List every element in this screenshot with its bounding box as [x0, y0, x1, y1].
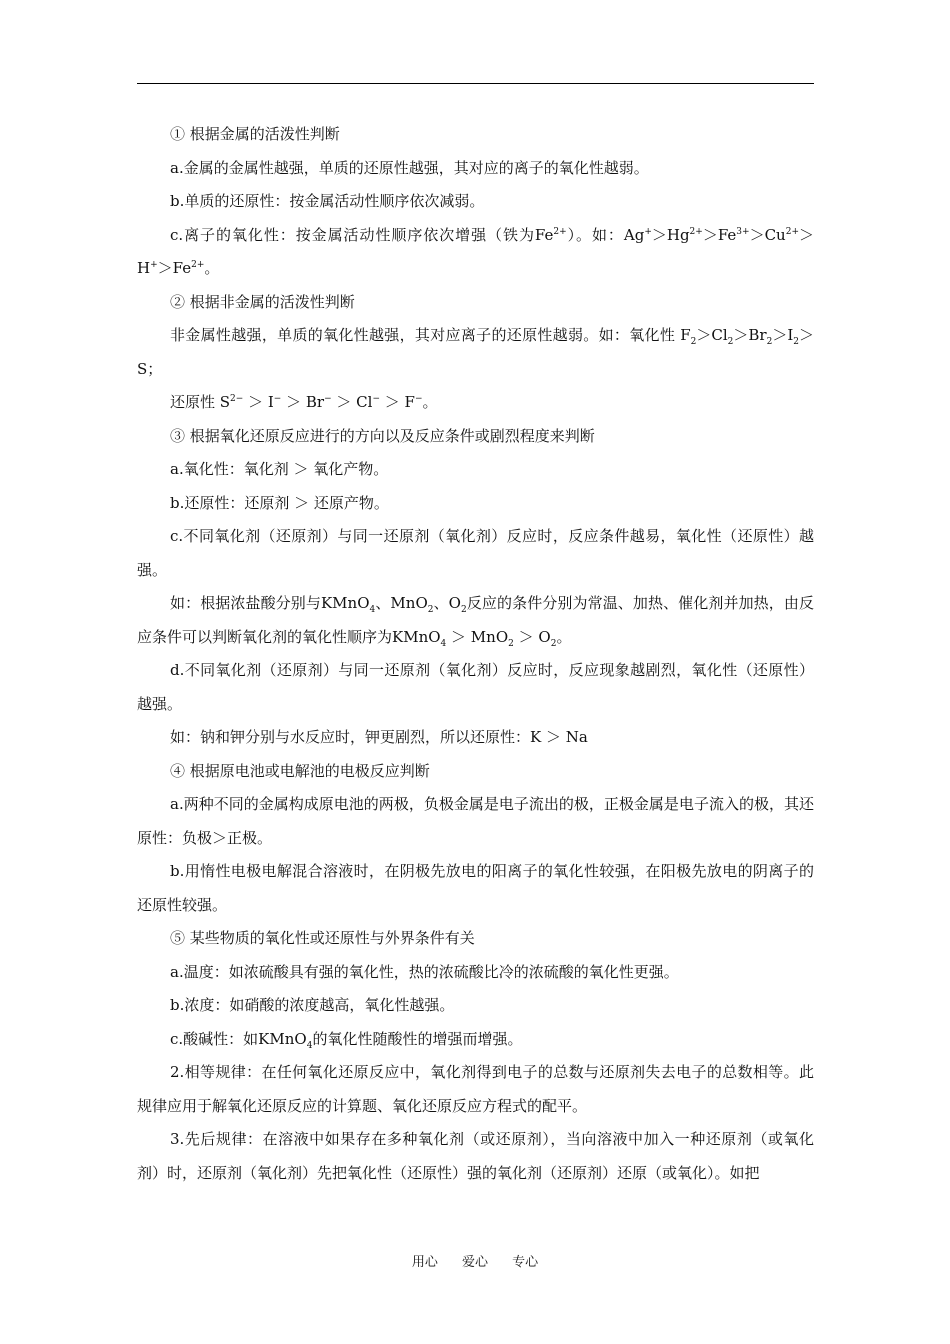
paragraph-p15 — [137, 755, 814, 789]
subscript: 2 — [727, 337, 734, 347]
subscript: 2 — [793, 337, 799, 347]
text-run: 。 — [422, 393, 438, 411]
subscript: 2 — [427, 605, 434, 615]
paragraph-p6 — [137, 319, 814, 386]
text-run: b.用惰性电极电解混合溶液时，在阴极先放电的阳离子的氧化性较强，在阳极先放电的阴离子的还原性较强。 — [137, 862, 814, 914]
paragraph-p4 — [137, 219, 814, 286]
paragraph-p5 — [137, 286, 814, 320]
subscript: 2 — [550, 638, 557, 649]
text-run: 反应的条件分别为常温、加热、催化剂并加热，由反应条件可以判断氧化剂的氧化性顺序为KMnO — [137, 594, 814, 646]
paragraph-p19 — [137, 956, 814, 990]
text-run: ② 根据非金属的活泼性判断 — [170, 292, 355, 311]
text-run: 2.相等规律：在任何氧化还原反应中，氧化剂得到电子的总数与还原剂失去电子的总数相等。此规律应用于解氧化还原反应的计算题、氧化还原反应方程式的配平。 — [137, 1063, 814, 1115]
text-run: d.不同氧化剂（还原剂）与同一还原剂（氧化剂）反应时，反应现象越剧烈，氧化性（还原性）越强。 — [137, 661, 814, 713]
superscript: − — [273, 394, 282, 404]
text-run: ＞S； — [137, 326, 814, 378]
text-run: 。 — [556, 627, 572, 646]
text-run: ＞Fe — [702, 225, 737, 244]
text-run: a.金属的金属性越强，单质的还原性越强，其对应的离子的氧化性越弱。 — [170, 158, 649, 177]
text-run: ＞Hg — [651, 225, 690, 244]
paragraph-p20 — [137, 989, 814, 1023]
paragraph-p1 — [137, 118, 814, 152]
subscript: 4 — [306, 1040, 313, 1051]
superscript: − — [324, 394, 332, 404]
paragraph-p2 — [137, 152, 814, 186]
paragraph-p17 — [137, 855, 814, 922]
footer-text-3: 专心 — [512, 1255, 539, 1270]
text-run: ＞Cl — [696, 326, 728, 344]
text-run: ＞Fe — [157, 259, 192, 277]
text-run: 、O — [433, 594, 461, 612]
subscript: 4 — [440, 638, 447, 649]
subscript: 4 — [369, 605, 376, 615]
text-run: ＞Br — [733, 326, 767, 344]
text-run: ＞ I — [243, 393, 274, 411]
paragraph-p10 — [137, 487, 814, 521]
superscript: 2− — [230, 394, 244, 404]
superscript: 2+ — [553, 226, 567, 237]
paragraph-p12 — [137, 587, 814, 654]
superscript: 2+ — [689, 226, 703, 237]
text-run: c.酸碱性：如KMnO — [170, 1029, 307, 1048]
text-run: a.氧化性：氧化剂 ＞ 氧化产物。 — [170, 460, 389, 478]
text-run: b.还原性：还原剂 ＞ 还原产物。 — [170, 493, 389, 512]
text-run: ③ 根据氧化还原反应进行的方向以及反应条件或剧烈程度来判断 — [170, 426, 595, 445]
superscript: + — [150, 260, 158, 270]
text-run: ＞ MnO — [446, 627, 509, 646]
paragraph-p8 — [137, 420, 814, 454]
subscript: 2 — [766, 337, 773, 347]
text-run: 的氧化性随酸性的增强而增强。 — [312, 1029, 523, 1048]
text-run: ＞Cu — [749, 225, 786, 244]
footer-text-1: 用心 — [411, 1255, 438, 1270]
text-run: ④ 根据原电池或电解池的电极反应判断 — [170, 761, 430, 780]
paragraph-p7 — [137, 386, 814, 420]
superscript: − — [372, 394, 380, 404]
paragraph-p14 — [137, 721, 814, 755]
text-run: ＞ O — [513, 627, 551, 646]
text-run: ＞I — [772, 326, 794, 344]
text-run: c.离子的氧化性：按金属活动性顺序依次增强（铁为Fe — [170, 225, 554, 244]
paragraph-p22 — [137, 1056, 814, 1123]
paragraph-p16 — [137, 788, 814, 855]
text-run: b.单质的还原性：按金属活动性顺序依次减弱。 — [170, 192, 485, 210]
text-run: 、MnO — [375, 594, 428, 612]
text-run: ⑤ 某些物质的氧化性或还原性与外界条件有关 — [170, 929, 475, 947]
text-run: ）。如：Ag — [566, 225, 645, 244]
paragraph-p13 — [137, 654, 814, 721]
header-rule — [137, 83, 814, 84]
text-run: ① 根据金属的活泼性判断 — [170, 125, 340, 143]
paragraph-p18 — [137, 922, 814, 956]
subscript: 2 — [460, 605, 467, 615]
paragraph-p3 — [137, 185, 814, 219]
paragraph-p9 — [137, 453, 814, 487]
text-run: 非金属性越强，单质的氧化性越强，其对应离子的还原性越弱。如：氧化性 F — [170, 326, 691, 344]
paragraph-p23 — [137, 1123, 814, 1190]
subscript: 2 — [508, 638, 514, 649]
text-run: 。 — [204, 259, 220, 277]
superscript: 2+ — [191, 260, 205, 270]
text-run: ＞H — [137, 225, 815, 277]
paragraph-p21 — [137, 1023, 814, 1057]
footer-text-2: 爱心 — [461, 1255, 488, 1270]
superscript: 3+ — [736, 226, 750, 237]
text-run: b.浓度：如硝酸的浓度越高，氧化性越强。 — [170, 996, 455, 1014]
text-run: a.两种不同的金属构成原电池的两极，负极金属是电子流出的极，正极金属是电子流入的极，其还原性：负极＞正极。 — [137, 795, 814, 847]
text-run: 3.先后规律：在溶液中如果存在多种氧化剂（或还原剂），当向溶液中加入一种还原剂（或氧化剂）时，还原剂（氧化剂）先把氧化性（还原性）强的氧化剂（还原剂）还原（或氧化）。如把 — [137, 1130, 814, 1182]
page-footer — [0, 1251, 950, 1270]
text-run: 如：钠和钾分别与水反应时，钾更剧烈，所以还原性：K ＞ Na — [170, 728, 588, 746]
text-run: ＞ Br — [281, 393, 325, 411]
superscript: − — [414, 394, 423, 404]
subscript: 2 — [690, 337, 697, 347]
text-run: ＞ Cl — [331, 393, 373, 411]
text-run: 还原性 S — [170, 393, 231, 411]
superscript: 2+ — [785, 226, 799, 237]
document-body — [137, 118, 814, 1190]
text-run: c.不同氧化剂（还原剂）与同一还原剂（氧化剂）反应时，反应条件越易，氧化性（还原性）越强。 — [137, 527, 814, 579]
text-run: a.温度：如浓硫酸具有强的氧化性，热的浓硫酸比冷的浓硫酸的氧化性更强。 — [170, 962, 679, 981]
superscript: + — [644, 226, 652, 237]
text-run: ＞ F — [379, 393, 415, 411]
text-run: 如：根据浓盐酸分别与KMnO — [170, 594, 370, 612]
paragraph-p11 — [137, 520, 814, 587]
